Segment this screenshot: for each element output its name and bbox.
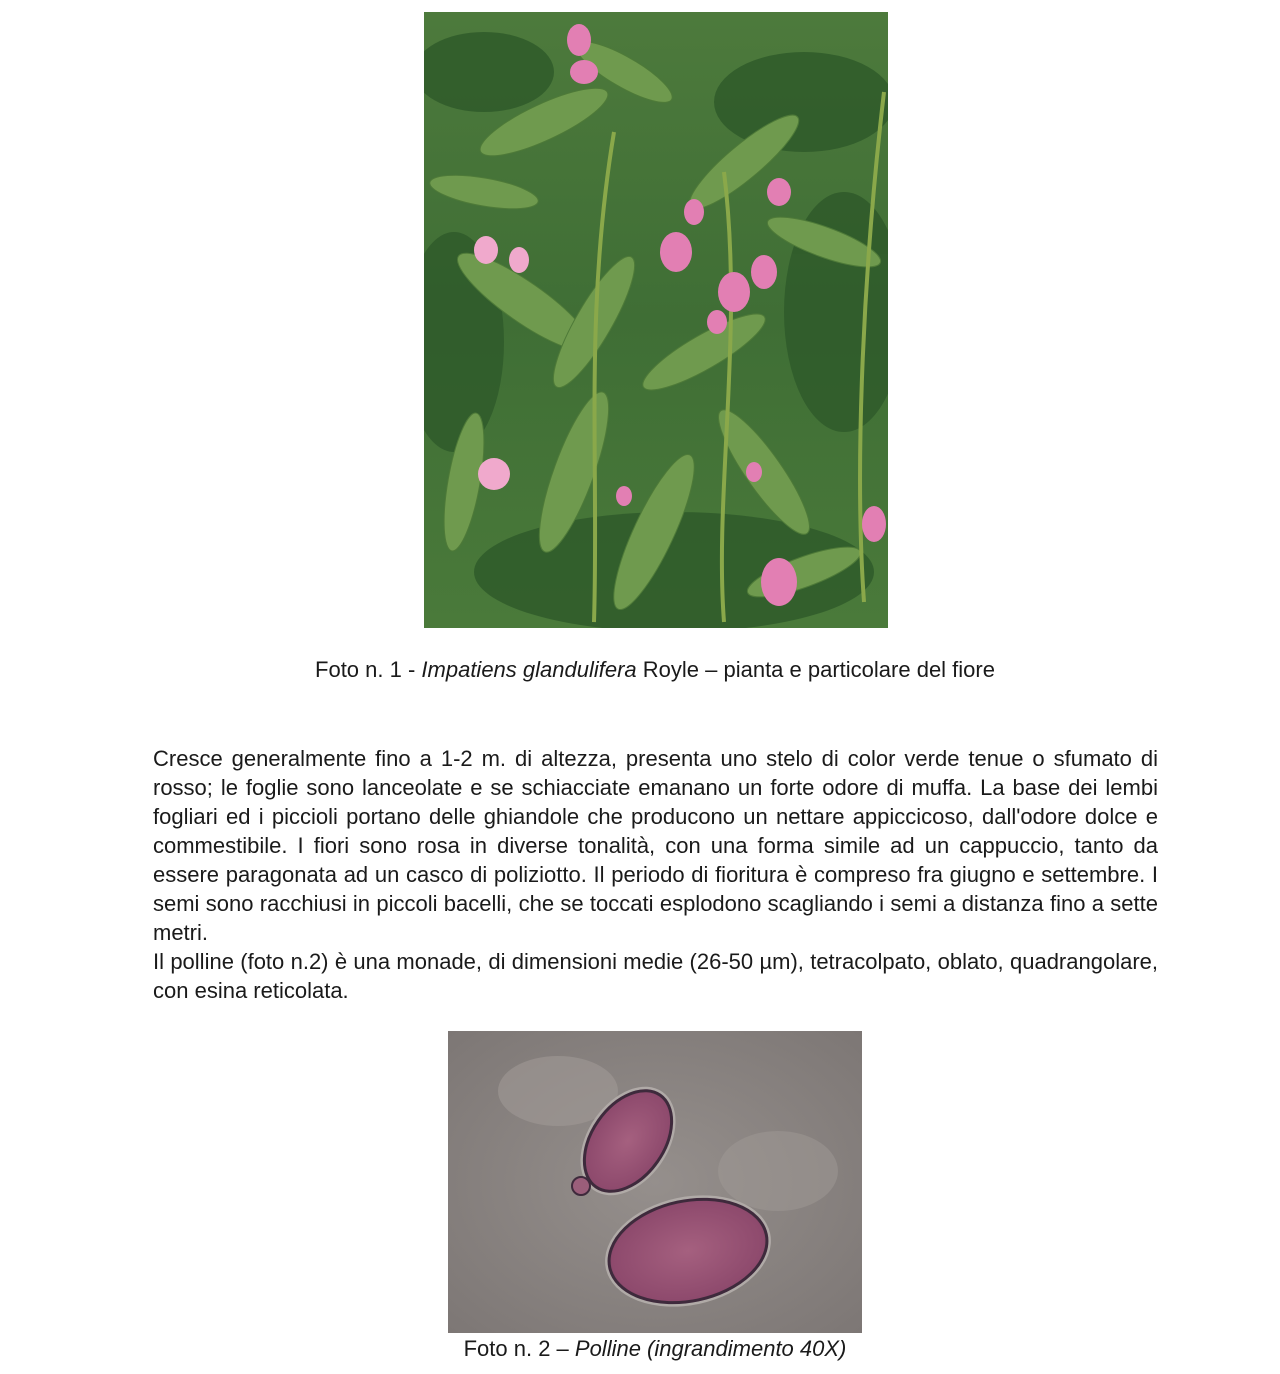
description-paragraph-2: Il polline (foto n.2) è una monade, di dimensioni medie (26-50 µm), tetracolpato, oblato, quadrangolare, con esina reticolata.: [153, 949, 1158, 1003]
photo2-caption: [0, 1334, 1280, 1364]
pollen-photo: [448, 1031, 862, 1333]
description-paragraph-1: Cresce generalmente fino a 1-2 m. di altezza, presenta uno stelo di color verde tenue o sfumato di rosso; le foglie sono lanceolate e se schiacciate emanano un forte odore di muffa. La base dei lembi fogliari ed i piccioli portano delle ghiandole che producono un nettare appiccicoso, dall'odore dolce e commestibile. I fiori sono rosa in diverse tonalità, con una forma simile ad un cappuccio, tanto da essere paragonata ad un casco di poliziotto. Il periodo di fioritura è compreso fra giugno e settembre. I semi sono racchiusi in piccoli bacelli, che se toccati esplodono scagliando i semi a distanza fino a sette metri.: [153, 746, 1158, 945]
caption1-prefix: Foto n. 1 -: [315, 657, 422, 682]
caption1-suffix: Royle – pianta e particolare del fiore: [636, 657, 995, 682]
caption2-prefix: Foto n. 2 –: [463, 1336, 575, 1361]
species-description: [153, 744, 1158, 1005]
photo1-caption: [0, 655, 1280, 685]
caption1-species: Impatiens glandulifera: [421, 657, 637, 682]
plant-photo: [424, 12, 888, 628]
caption2-label: Polline (ingrandimento 40X): [574, 1336, 847, 1361]
